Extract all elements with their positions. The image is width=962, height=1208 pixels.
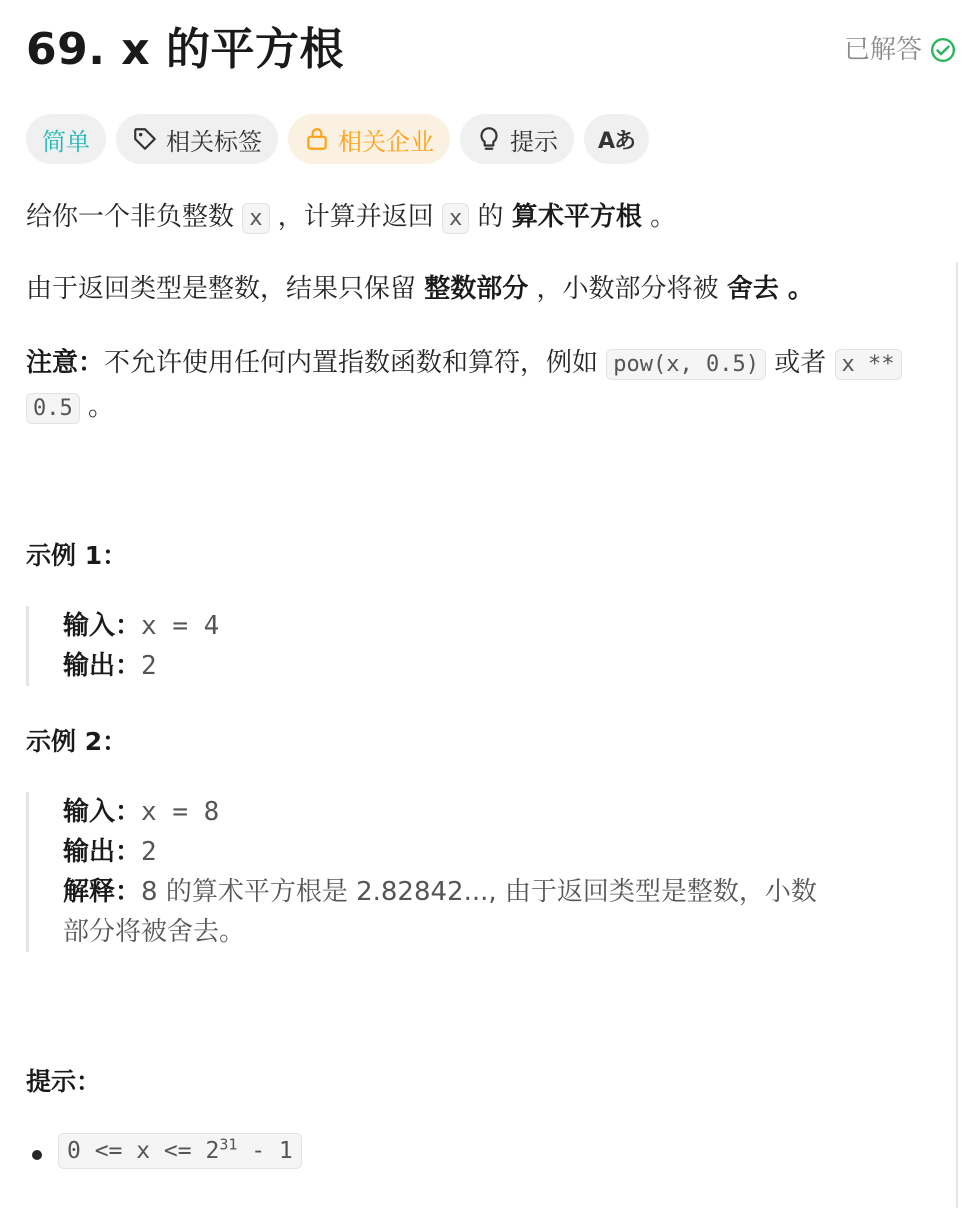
- hint-button[interactable]: [460, 114, 574, 164]
- difficulty-label: 简单: [42, 127, 90, 156]
- companies-label: 相关企业: [338, 127, 434, 156]
- constraints-heading: 提示：: [26, 1067, 102, 1096]
- constraint-item: [58, 1135, 302, 1164]
- tag-icon: [132, 126, 158, 152]
- companies-button[interactable]: [288, 114, 450, 164]
- example-2-block: [26, 792, 962, 952]
- font-toggle-button[interactable]: [584, 114, 649, 164]
- tag-bar: [26, 114, 649, 164]
- solved-status: [844, 34, 956, 66]
- example-1-block: [26, 606, 962, 686]
- hint-label: 提示: [510, 127, 558, 156]
- topics-button[interactable]: [116, 114, 278, 164]
- lock-icon: [304, 126, 330, 152]
- topics-label: 相关标签: [166, 127, 262, 156]
- description-paragraph-2: 由于返回类型是整数，结果只保留 整数部分 ，小数部分将被 舍去 。: [26, 274, 814, 304]
- constraint-code: $0 <= x <= 2^{31} - 1$: [58, 1133, 302, 1169]
- example-1-input-row: 输入：x = 4: [63, 611, 220, 641]
- solved-label: 已解答: [843, 35, 922, 65]
- problem-title[interactable]: 69. x 的平方根: [26, 24, 344, 75]
- example-2-output-row: 输出：2: [63, 837, 157, 867]
- example-2-explain-row-continued: 部分将被舍去。: [63, 917, 246, 947]
- example-1-output-row: 输出：2: [63, 651, 157, 681]
- note-paragraph: 注意：不允许使用任何内置指数函数和算符，例如 pow(x, 0.5) 或者 x **: [26, 342, 902, 386]
- example-2-explain-row: 解释：8 的算术平方根是 2.82842..., 由于返回类型是整数，小数: [63, 877, 817, 907]
- translate-icon: Aあ: [598, 128, 636, 154]
- lightbulb-icon: [476, 126, 502, 152]
- bullet-icon: [32, 1150, 42, 1160]
- title-row: [26, 22, 956, 82]
- example-2-heading: 示例 2：: [26, 727, 128, 756]
- example-2-input-row: 输入：x = 8: [63, 797, 220, 827]
- description-paragraph-1: 给你一个非负整数 x ，计算并返回 x 的 算术平方根 。: [26, 202, 677, 232]
- check-circle-icon: [930, 37, 956, 63]
- example-1-heading: 示例 1：: [26, 541, 128, 570]
- scrollbar[interactable]: [956, 262, 958, 1208]
- difficulty-badge[interactable]: [26, 114, 106, 164]
- note-paragraph-continued: 0.5 。: [26, 386, 114, 430]
